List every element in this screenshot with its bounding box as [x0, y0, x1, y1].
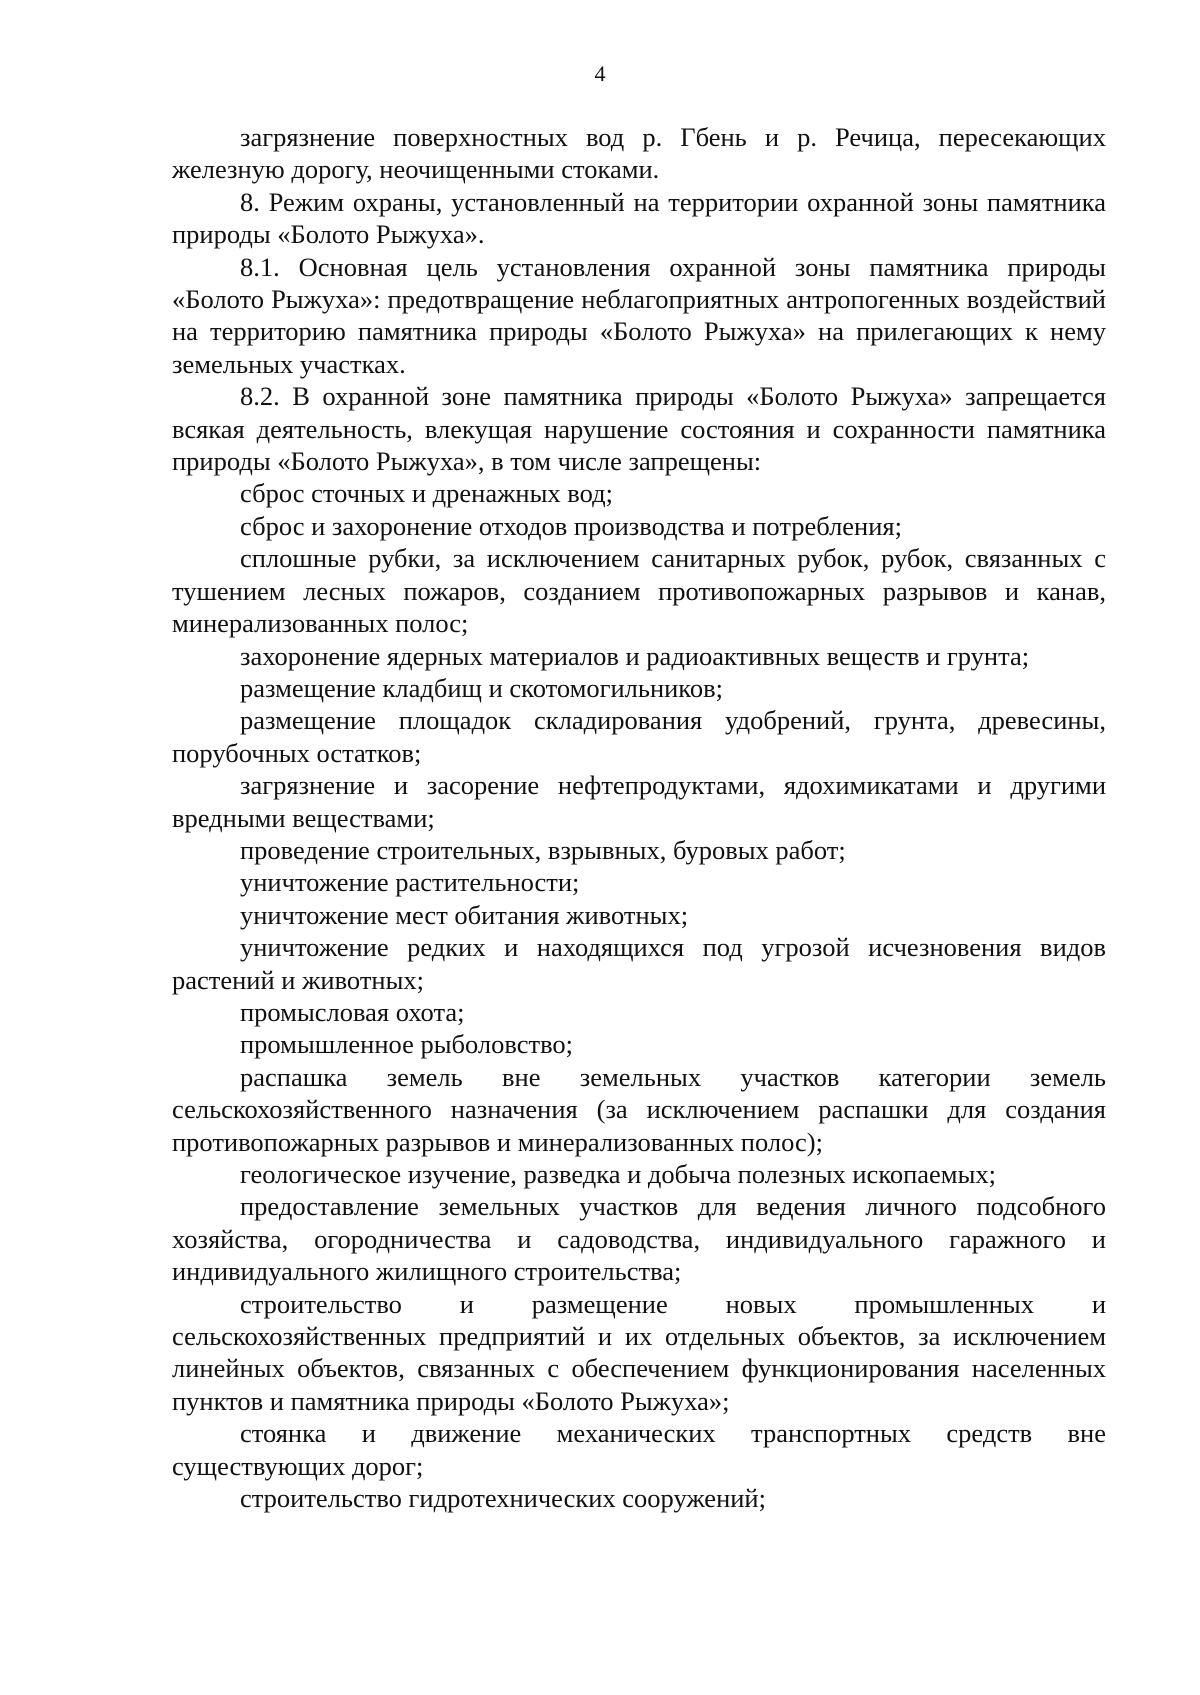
paragraph: загрязнение поверхностных вод р. Гбень и р. Речица, пересекающих железную дорогу, неочищенными стоками.: [172, 122, 1106, 185]
list-item: стоянка и движение механических транспортных средств вне существующих дорог;: [172, 1418, 1106, 1481]
document-body: [172, 121, 1106, 1514]
list-item: предоставление земельных участков для ведения личного подсобного хозяйства, огородничества и садоводства, индивидуального гаражного и индивидуального жилищного строительства;: [172, 1191, 1106, 1287]
list-item: строительство гидротехнических сооружений;: [240, 1483, 766, 1514]
paragraph: 8.1. Основная цель установления охранной зоны памятника природы «Болото Рыжуха»: предотвращение неблагоприятных антропогенных воздействий на территорию памятника природы «Болото Рыжуха» на прилегающих к нему земельных участках.: [172, 251, 1106, 379]
list-item: промысловая охота;: [240, 996, 465, 1027]
list-item: размещение площадок складирования удобрений, грунта, древесины, порубочных остатков;: [172, 705, 1106, 768]
list-item: сброс сточных и дренажных вод;: [240, 478, 613, 509]
page-number: 4: [594, 61, 606, 86]
paragraph: 8.2. В охранной зоне памятника природы «Болото Рыжуха» запрещается всякая деятельность, влекущая нарушение состояния и сохранности памятника природы «Болото Рыжуха», в том числе запрещены:: [172, 381, 1106, 477]
list-item: уничтожение растительности;: [240, 867, 580, 898]
list-item: уничтожение мест обитания животных;: [240, 899, 689, 930]
list-item: распашка земель вне земельных участков категории земель сельскохозяйственного назначения (за исключением распашки для создания противопожарных разрывов и минерализованных полос);: [172, 1061, 1106, 1157]
list-item: захоронение ядерных материалов и радиоактивных веществ и грунта;: [240, 640, 1030, 671]
list-item: сброс и захоронение отходов производства и потребления;: [240, 510, 902, 541]
list-item: геологическое изучение, разведка и добыча полезных ископаемых;: [240, 1159, 996, 1189]
list-item: загрязнение и засорение нефтепродуктами, ядохимикатами и другими вредными веществами;: [172, 770, 1106, 833]
list-item: сплошные рубки, за исключением санитарных рубок, рубок, связанных с тушением лесных пожаров, созданием противопожарных разрывов и канав, минерализованных полос;: [172, 543, 1106, 639]
list-item: строительство и размещение новых промышленных и сельскохозяйственных предприятий и их отдельных объектов, за исключением линейных объектов, связанных с обеспечением функционирования населенных пунктов и памятника природы «Болото Рыжуха»;: [172, 1288, 1106, 1416]
section-heading: 8. Режим охраны, установленный на территории охранной зоны памятника природы «Болото Рыжуха».: [172, 186, 1106, 250]
list-item: размещение кладбищ и скотомогильников;: [240, 672, 723, 703]
list-item: промышленное рыболовство;: [240, 1029, 574, 1060]
list-item: уничтожение редких и находящихся под угрозой исчезновения видов растений и животных;: [172, 932, 1106, 995]
list-item: проведение строительных, взрывных, буровых работ;: [240, 834, 846, 865]
